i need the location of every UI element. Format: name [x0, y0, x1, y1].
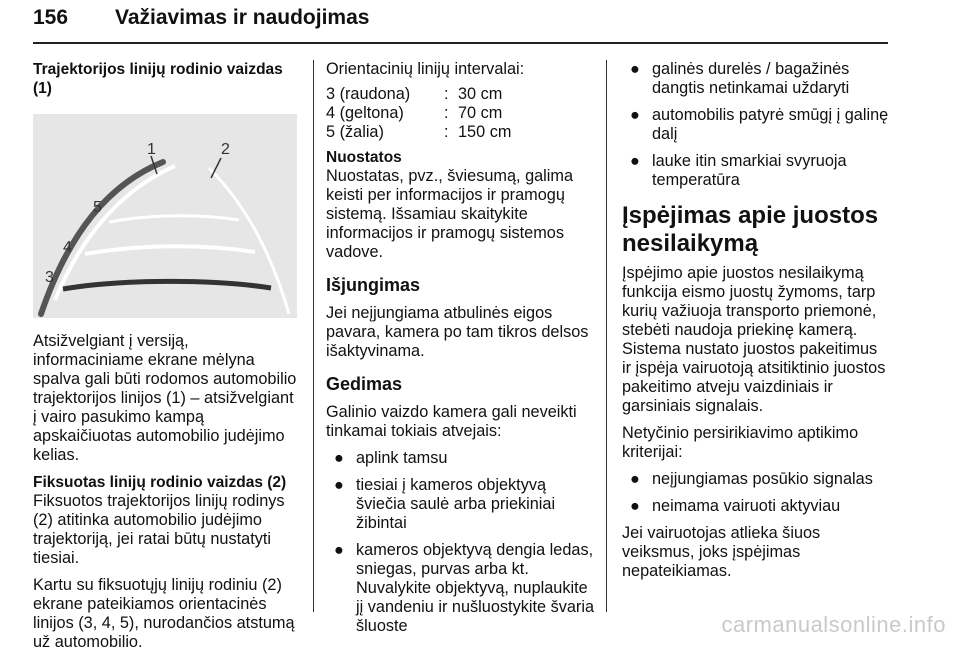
- bullet-icon: ●: [630, 106, 640, 124]
- column-divider-2: [606, 60, 607, 612]
- column-1: [33, 60, 301, 660]
- list-item-text: kameros objektyvą dengia ledas, sniegas, purvas arba kt. Nuvalykite objektyvą, nuplaukite jį vandeniu ir nušluostykite švaria šluoste: [356, 541, 595, 635]
- list-item-text: automobilis patyrė smūgį į galinę dalį: [652, 106, 889, 143]
- paragraph-lane-departure: Įspėjimo apie juostos nesilaikymą funkcija eismo juostų žymoms, tarp kurių važiuoja transporto priemonė, stebėti naudoja priekinę kamerą. Sistema nustato juostos pakeitimus ir įspėja vairuotoją atsitiktinio juostos pakeitimo atveju vaizdiniais ir garsiniais signalais.: [622, 264, 886, 415]
- interval-label: 4 (geltona): [326, 104, 404, 122]
- list-item-text: lauke itin smarkiai svyruoja temperatūra: [652, 152, 847, 189]
- list-item: [326, 541, 598, 636]
- paragraph-deactivation: Jei neįjungiama atbulinės eigos pavara, kamera po tam tikros delsos išaktyvinama.: [326, 304, 589, 360]
- bullet-icon: ●: [630, 152, 640, 170]
- figure-label-1: 1: [147, 141, 156, 158]
- interval-value: 70 cm: [458, 104, 503, 122]
- list-item: [622, 497, 890, 516]
- figure-label-3: 3: [45, 269, 54, 286]
- page-title: Važiavimas ir naudojimas: [115, 6, 370, 29]
- heading-fault: Gedimas: [326, 374, 403, 394]
- distance-line-5: [109, 216, 239, 222]
- interval-value: 30 cm: [458, 85, 503, 103]
- rear-camera-diagram: [33, 114, 297, 318]
- interval-separator: :: [444, 85, 449, 103]
- bullet-icon: ●: [630, 497, 640, 515]
- list-item: [326, 449, 598, 468]
- paragraph-settings: Nuostatas, pvz., šviesumą, galima keisti per informacijos ir pramogų sistemą. Išsamiau skaitykite informacijos ir pramogų sistemos vadove.: [326, 167, 574, 261]
- distance-line-4: [85, 246, 255, 254]
- paragraph-guide-lines: Kartu su fiksuotųjų linijų rodiniu (2) ekrane pateikiamos orientacinės linijos (3, 4, 5), nurodančios atstumą už automobilio.: [33, 576, 295, 651]
- page-header: [33, 6, 893, 50]
- intervals-table: [326, 85, 511, 142]
- list-item-text: aplink tamsu: [356, 449, 448, 467]
- guide-lines-illustration: [33, 114, 297, 318]
- bullet-icon: ●: [334, 449, 344, 467]
- fault-list-continued: [622, 60, 890, 190]
- interval-row: [326, 104, 511, 123]
- bullet-icon: ●: [630, 470, 640, 488]
- paragraph-criteria-intro: Netyčinio persirikiavimo aptikimo kriterijai:: [622, 424, 859, 461]
- paragraph-no-warning: Jei vairuotojas atlieka šiuos veiksmus, joks įspėjimas nepateikiamas.: [622, 524, 821, 580]
- list-item: [622, 470, 890, 489]
- interval-row: [326, 123, 511, 142]
- heading-lane-departure-warning: Įspėjimas apie juostos nesilaikymą: [622, 202, 879, 257]
- interval-label: 5 (žalia): [326, 123, 384, 141]
- header-divider: [33, 42, 888, 44]
- watermark: carmanualsonline.info: [721, 612, 946, 637]
- list-item-text: neimama vairuoti aktyviau: [652, 497, 841, 515]
- interval-separator: :: [444, 123, 449, 141]
- heading-deactivation: Išjungimas: [326, 275, 421, 295]
- criteria-list: [622, 470, 890, 516]
- list-item-text: tiesiai į kameros objektyvą šviečia saulė arba priekiniai žibintai: [356, 476, 556, 532]
- list-item: [622, 152, 890, 190]
- list-item: [622, 60, 890, 98]
- bullet-icon: ●: [630, 60, 640, 78]
- list-item: [326, 476, 598, 533]
- list-item-text: galinės durelės / bagažinės dangtis netinkamai uždaryti: [652, 60, 850, 97]
- figure-label-5: 5: [93, 199, 102, 216]
- interval-separator: :: [444, 104, 449, 122]
- figure-label-4: 4: [63, 239, 72, 256]
- page-number: 156: [33, 6, 69, 29]
- column-3: [622, 60, 890, 589]
- distance-line-3: [63, 281, 271, 289]
- interval-value: 150 cm: [458, 123, 512, 141]
- intervals-intro: Orientacinių linijų intervalai:: [326, 60, 525, 78]
- figure-label-2: 2: [221, 141, 230, 158]
- list-item: [622, 106, 890, 144]
- fixed-line-right: [209, 168, 289, 314]
- subheading-trajectory-lines: Trajektorijos linijų rodinio vaizdas (1): [33, 61, 283, 97]
- paragraph-trajectory-description: Atsižvelgiant į versiją, informaciniame ekrane mėlyna spalva gali būti rodomos automobilio trajektorijos linijos (1) – atsižvelgiant į vairo pasukimo kampą apskaičiuotas automobilio judėjimo kelias.: [33, 332, 297, 464]
- paragraph-fault: Galinio vaizdo kamera gali neveikti tinkamai tokiais atvejais:: [326, 403, 577, 440]
- fault-list: [326, 449, 598, 636]
- bullet-icon: ●: [334, 541, 344, 559]
- column-2: [326, 60, 598, 644]
- paragraph-fixed-lines: Fiksuotos trajektorijos linijų rodinys (2) atitinka automobilio judėjimo trajektoriją, jei ratai būtų nustatyti tiesiai.: [33, 492, 285, 567]
- bullet-icon: ●: [334, 476, 344, 494]
- interval-label: 3 (raudona): [326, 85, 411, 103]
- column-divider-1: [313, 60, 314, 612]
- subheading-settings: Nuostatos: [326, 149, 402, 166]
- subheading-fixed-lines: Fiksuotas linijų rodinio vaizdas (2): [33, 474, 287, 491]
- interval-row: [326, 85, 511, 104]
- list-item-text: neįjungiamas posūkio signalas: [652, 470, 873, 488]
